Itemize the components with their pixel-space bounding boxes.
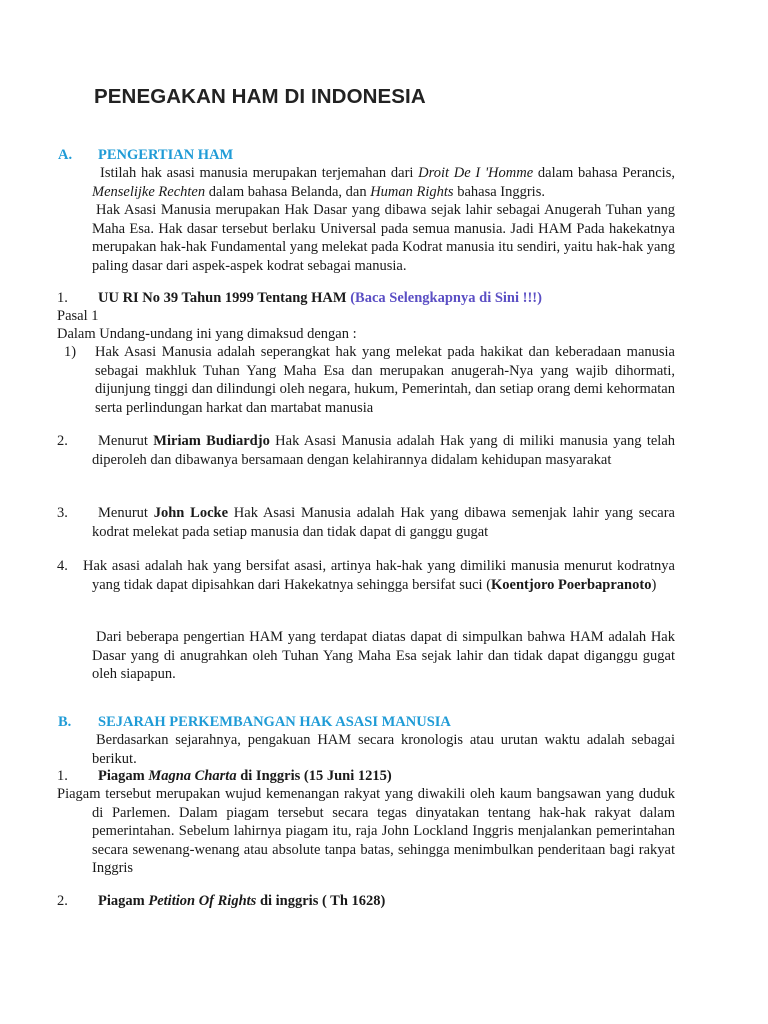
item-3-text: Menurut John Locke Hak Asasi Manusia adalah Hak yang dibawa semenjak lahir yang secara kodrat melekat pada setiap manusia dan tidak dapat di ganggu gugat: [92, 505, 675, 540]
magna-charta-heading: 1. Piagam Magna Charta di Inggris (15 Juni 1215): [57, 768, 392, 784]
section-b-letter: B.: [58, 714, 72, 730]
item-3-num: 3.: [57, 505, 68, 521]
item-4-num: 4.: [57, 558, 68, 574]
author-name: Koentjoro Poerbapranoto: [491, 576, 652, 593]
section-a-letter: A.: [58, 147, 73, 163]
read-more-link[interactable]: (Baca Selengkapnya di Sini !!!): [350, 290, 542, 306]
section-b-title: SEJARAH PERKEMBANGAN HAK ASASI MANUSIA: [98, 714, 451, 730]
pasal-intro: Dalam Undang-undang ini yang dimaksud dengan :: [57, 326, 357, 342]
pasal-label: Pasal 1: [57, 308, 99, 324]
petition-heading: 2. Piagam Petition Of Rights di inggris ( Th 1628): [57, 893, 386, 909]
author-name: John Locke: [153, 505, 229, 521]
page-title: PENEGAKAN HAM DI INDONESIA: [94, 85, 426, 108]
uu-item: 1. UU RI No 39 Tahun 1999 Tentang HAM (Baca Selengkapnya di Sini !!!): [57, 290, 542, 306]
section-a-title: PENGERTIAN HAM: [98, 147, 234, 163]
item-4-text: Hak asasi adalah hak yang bersifat asasi, artinya hak-hak yang dimiliki manusia menurut kodratnya yang tidak dapat dipisahkan dari Hakekatnya sehingga bersifat suci (Koentjoro Poerbapranoto): [83, 558, 675, 593]
item-2-num: 2.: [57, 433, 68, 449]
magna-charta-text: Piagam tersebut merupakan wujud kemenangan rakyat yang diwakili oleh kaum bangsawan yang duduk di Parlemen. Dalam piagam tersebut secara tegas dinyatakan tentang hak-hak rakyat dalam pemerintahan. Sebelum lahirnya piagam itu, raja John Lockland Inggris menjalankan pemerintahan secara sewenang-wenang atau absolute tanpa batas, sehingga menimbulkan penderitaan bagi rakyat Inggris: [57, 786, 675, 877]
section-b-heading: [58, 713, 451, 732]
pasal-sub-num: 1): [64, 344, 77, 360]
hak-dasar-paragraph: Hak Asasi Manusia merupakan Hak Dasar yang dibawa sejak lahir sebagai Anugerah Tuhan yang Maha Esa. Hak dasar tersebut berlaku Universal pada semua manusia. Jadi HAM Pada hakekatnya merupakan hak-hak Fundamental yang melekat pada Kodrat manusia itu sendiri, yaitu hak-hak yang paling dasar dari aspek-aspek kodrat sebagai manusia.: [92, 202, 675, 274]
author-name: Miriam Budiardjo: [153, 433, 270, 449]
pasal-sub-text: Hak Asasi Manusia adalah seperangkat hak yang melekat pada hakikat dan keberadaan manusia sebagai makhluk Tuhan Yang Maha Esa dan merupakan anugerah-Nya yang wajib dihormati, dijunjung tinggi dan dilindungi oleh negara, hukum, Pemerintah, dan setiap orang demi kehormatan serta perlindungan harkat dan martabat manusia: [95, 344, 675, 416]
conclusion-paragraph: Dari beberapa pengertian HAM yang terdapat diatas dapat di simpulkan bahwa HAM adalah Hak Dasar yang di anugrahkan oleh Tuhan Yang Maha Esa sejak lahir dan tidak dapat diganggu gugat oleh siapapun.: [92, 629, 675, 683]
history-intro: Berdasarkan sejarahnya, pengakuan HAM secara kronologis atau urutan waktu adalah sebagai berikut.: [92, 732, 675, 767]
item-2-text: Menurut Miriam Budiardjo Hak Asasi Manusia adalah Hak yang di miliki manusia yang telah diperoleh dan dibawanya bersamaan dengan kelahirannya didalam kehidupan masyarakat: [92, 433, 676, 468]
section-a-heading: [58, 146, 233, 165]
uu-title: UU RI No 39 Tahun 1999 Tentang HAM: [98, 290, 347, 306]
definition-paragraph-flow: Istilah hak asasi manusia merupakan terjemahan dari Droit De I 'Homme dalam bahasa Perancis, Menselijke Rechten dalam bahasa Belanda, dan Human Rights bahasa Inggris.: [92, 165, 675, 200]
